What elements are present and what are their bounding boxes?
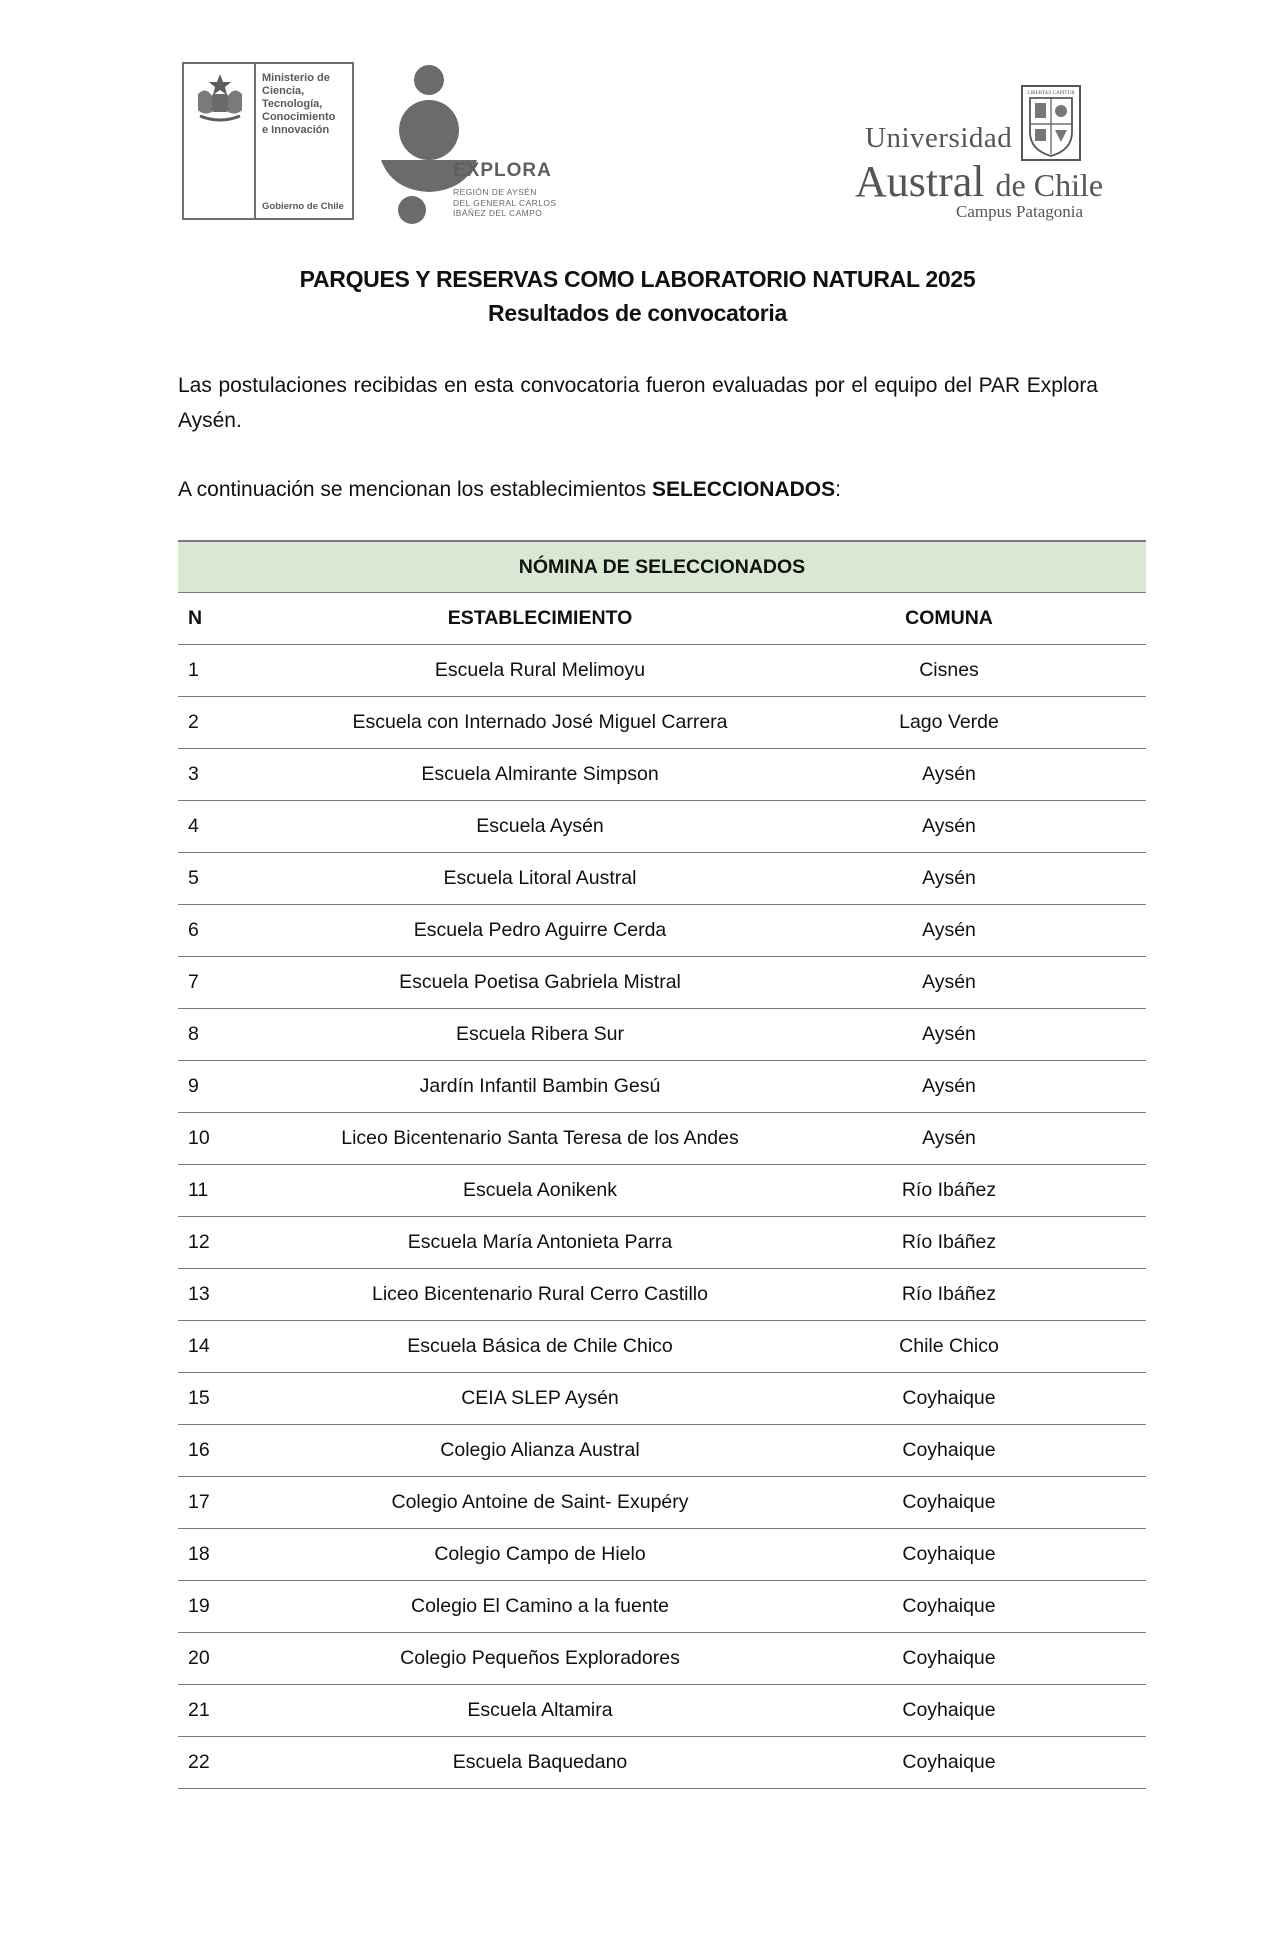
header-logos xyxy=(0,0,1275,240)
row-number: 3 xyxy=(178,749,328,801)
table-row xyxy=(178,1425,1146,1477)
row-establishment: Escuela Litoral Austral xyxy=(328,853,752,905)
row-commune: Coyhaique xyxy=(752,1425,1146,1477)
row-establishment: CEIA SLEP Aysén xyxy=(328,1373,752,1425)
row-number: 10 xyxy=(178,1113,328,1165)
row-establishment: Escuela Altamira xyxy=(328,1685,752,1737)
row-establishment: Colegio Alianza Austral xyxy=(328,1425,752,1477)
university-line2: Austral de Chile xyxy=(855,157,1104,206)
row-number: 4 xyxy=(178,801,328,853)
row-establishment: Colegio El Camino a la fuente xyxy=(328,1581,752,1633)
document-subtitle: Resultados de convocatoria xyxy=(488,300,787,326)
ministry-name: Ministerio de Ciencia, Tecnología, Conocimiento e Innovación xyxy=(262,72,336,136)
table-caption-row xyxy=(178,541,1146,593)
row-number: 11 xyxy=(178,1165,328,1217)
row-commune: Coyhaique xyxy=(752,1633,1146,1685)
table-row xyxy=(178,801,1146,853)
row-establishment: Escuela Almirante Simpson xyxy=(328,749,752,801)
table-row xyxy=(178,853,1146,905)
university-crest-icon xyxy=(1020,84,1082,162)
table-header-row xyxy=(178,593,1146,645)
row-commune: Río Ibáñez xyxy=(752,1269,1146,1321)
row-number: 22 xyxy=(178,1737,328,1789)
row-number: 5 xyxy=(178,853,328,905)
row-commune: Aysén xyxy=(752,1061,1146,1113)
row-commune: Coyhaique xyxy=(752,1529,1146,1581)
row-number: 6 xyxy=(178,905,328,957)
explora-logo xyxy=(378,60,578,230)
selected-table xyxy=(178,540,1146,1789)
row-commune: Río Ibáñez xyxy=(752,1165,1146,1217)
row-commune: Lago Verde xyxy=(752,697,1146,749)
government-label: Gobierno de Chile xyxy=(262,201,344,212)
table-row xyxy=(178,645,1146,697)
row-commune: Coyhaique xyxy=(752,1581,1146,1633)
row-establishment: Escuela Baquedano xyxy=(328,1737,752,1789)
row-commune: Río Ibáñez xyxy=(752,1217,1146,1269)
university-line1: Universidad xyxy=(865,122,1013,154)
row-number: 7 xyxy=(178,957,328,1009)
row-establishment: Escuela Aonikenk xyxy=(328,1165,752,1217)
table-row xyxy=(178,1581,1146,1633)
table-row xyxy=(178,1061,1146,1113)
explora-title: EXPLORA xyxy=(453,160,552,181)
row-number: 19 xyxy=(178,1581,328,1633)
row-number: 9 xyxy=(178,1061,328,1113)
row-commune: Aysén xyxy=(752,1009,1146,1061)
table-row xyxy=(178,749,1146,801)
row-number: 8 xyxy=(178,1009,328,1061)
row-commune: Aysén xyxy=(752,1113,1146,1165)
row-number: 2 xyxy=(178,697,328,749)
row-establishment: Liceo Bicentenario Rural Cerro Castillo xyxy=(328,1269,752,1321)
row-establishment: Colegio Antoine de Saint- Exupéry xyxy=(328,1477,752,1529)
row-commune: Aysén xyxy=(752,801,1146,853)
row-commune: Coyhaique xyxy=(752,1685,1146,1737)
row-number: 12 xyxy=(178,1217,328,1269)
table-row xyxy=(178,1373,1146,1425)
header-establishment: ESTABLECIMIENTO xyxy=(328,593,752,645)
table-row xyxy=(178,1477,1146,1529)
row-commune: Coyhaique xyxy=(752,1477,1146,1529)
row-establishment: Colegio Pequeños Exploradores xyxy=(328,1633,752,1685)
svg-text:LIBERTAS CAPITUR: LIBERTAS CAPITUR xyxy=(1027,90,1075,96)
table-row xyxy=(178,1321,1146,1373)
row-commune: Chile Chico xyxy=(752,1321,1146,1373)
document-titles xyxy=(0,262,1275,330)
document-title: PARQUES Y RESERVAS COMO LABORATORIO NATURAL 2025 xyxy=(299,266,976,292)
university-logo xyxy=(850,84,1104,224)
table-row xyxy=(178,1113,1146,1165)
row-number: 14 xyxy=(178,1321,328,1373)
row-establishment: Colegio Campo de Hielo xyxy=(328,1529,752,1581)
row-number: 13 xyxy=(178,1269,328,1321)
table-row xyxy=(178,1529,1146,1581)
row-number: 15 xyxy=(178,1373,328,1425)
row-number: 1 xyxy=(178,645,328,697)
row-establishment: Escuela Poetisa Gabriela Mistral xyxy=(328,957,752,1009)
row-commune: Cisnes xyxy=(752,645,1146,697)
table-row xyxy=(178,1633,1146,1685)
table-row xyxy=(178,957,1146,1009)
row-commune: Coyhaique xyxy=(752,1737,1146,1789)
row-number: 17 xyxy=(178,1477,328,1529)
row-number: 16 xyxy=(178,1425,328,1477)
row-establishment: Escuela Básica de Chile Chico xyxy=(328,1321,752,1373)
lead-paragraph: A continuación se mencionan los establecimientos SELECCIONADOS: xyxy=(178,478,841,501)
ministry-logo xyxy=(182,62,354,220)
row-number: 20 xyxy=(178,1633,328,1685)
row-establishment: Escuela con Internado José Miguel Carrera xyxy=(328,697,752,749)
chile-coat-of-arms-icon xyxy=(192,72,248,124)
row-establishment: Escuela Ribera Sur xyxy=(328,1009,752,1061)
explora-subtitle: REGIÓN DE AYSÉN DEL GENERAL CARLOS IBÁÑEZ DEL CAMPO xyxy=(453,187,557,218)
table-caption: NÓMINA DE SELECCIONADOS xyxy=(178,541,1146,593)
row-establishment: Jardín Infantil Bambin Gesú xyxy=(328,1061,752,1113)
table-body xyxy=(178,645,1146,1789)
row-commune: Aysén xyxy=(752,853,1146,905)
row-establishment: Escuela Aysén xyxy=(328,801,752,853)
row-number: 21 xyxy=(178,1685,328,1737)
header-n: N xyxy=(178,593,328,645)
row-establishment: Escuela Pedro Aguirre Cerda xyxy=(328,905,752,957)
university-campus: Campus Patagonia xyxy=(956,202,1084,221)
lead-bold: SELECCIONADOS xyxy=(651,478,836,501)
row-establishment: Liceo Bicentenario Santa Teresa de los Andes xyxy=(328,1113,752,1165)
table-row xyxy=(178,1685,1146,1737)
row-commune: Aysén xyxy=(752,749,1146,801)
table-row xyxy=(178,1009,1146,1061)
row-establishment: Escuela María Antonieta Parra xyxy=(328,1217,752,1269)
row-number: 18 xyxy=(178,1529,328,1581)
intro-paragraph: Las postulaciones recibidas en esta convocatoria fueron evaluadas por el equipo del PAR Explora Aysén. xyxy=(178,374,1098,432)
row-commune: Aysén xyxy=(752,957,1146,1009)
row-commune: Aysén xyxy=(752,905,1146,957)
table-row xyxy=(178,905,1146,957)
table-row xyxy=(178,1165,1146,1217)
table-row xyxy=(178,1269,1146,1321)
header-commune: COMUNA xyxy=(752,593,1146,645)
table-row xyxy=(178,1737,1146,1789)
table-row xyxy=(178,1217,1146,1269)
row-commune: Coyhaique xyxy=(752,1373,1146,1425)
table-row xyxy=(178,697,1146,749)
row-establishment: Escuela Rural Melimoyu xyxy=(328,645,752,697)
